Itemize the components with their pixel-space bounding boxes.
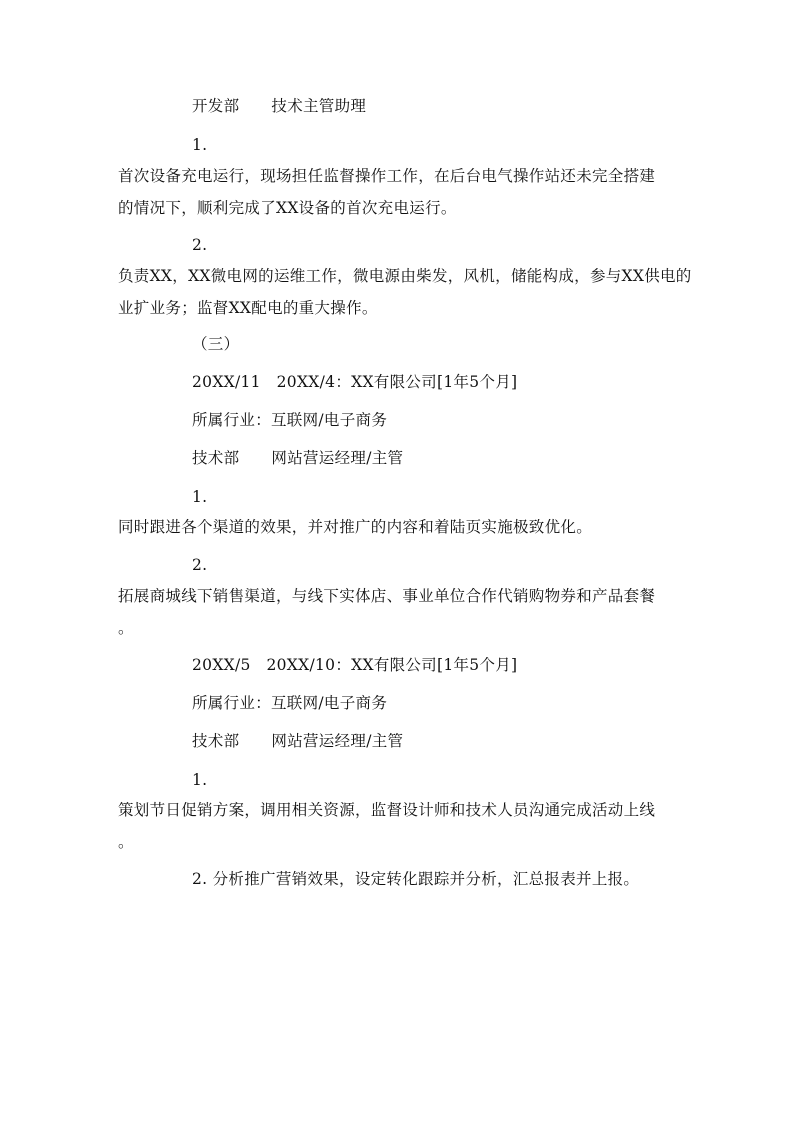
paragraph-line: 首次设备充电运行，现场担任监督操作工作，在后台电气操作站还未完全搭建	[118, 167, 656, 185]
dept-role-line	[192, 731, 403, 751]
list-number: 1.	[192, 488, 208, 506]
employment-period: 20XX/11 20XX/4：XX有限公司[1年5个月]	[192, 373, 518, 391]
list-number: 1.	[192, 771, 208, 789]
paragraph-line: 同时跟进各个渠道的效果，并对推广的内容和着陆页实施极致优化。	[118, 518, 593, 536]
employment-period: 20XX/5 20XX/10：XX有限公司[1年5个月]	[192, 656, 518, 674]
paragraph-line: 拓展商城线下销售渠道，与线下实体店、事业单位合作代销购物券和产品套餐	[118, 587, 656, 605]
department: 技术部	[192, 732, 240, 750]
paragraph-line: 。	[118, 619, 134, 637]
section-heading: （三）	[192, 335, 240, 353]
dept-role-line	[192, 96, 366, 116]
department: 技术部	[192, 449, 240, 467]
job-role: 网站营运经理/主管	[271, 449, 404, 467]
industry-line: 所属行业：互联网/电子商务	[192, 411, 388, 429]
job-role: 网站营运经理/主管	[271, 732, 404, 750]
paragraph-line: 。	[118, 833, 134, 851]
list-number: 2.	[192, 556, 208, 574]
paragraph-line: 的情况下，顺利完成了XX设备的首次充电运行。	[118, 199, 457, 217]
dept-role-line	[192, 448, 403, 468]
industry-line: 所属行业：互联网/电子商务	[192, 694, 388, 712]
list-number: 2.	[192, 236, 208, 254]
paragraph-line: 负责XX，XX微电网的运维工作，微电源由柴发，风机，储能构成，参与XX供电的	[118, 267, 692, 285]
list-number: 1.	[192, 136, 208, 154]
paragraph-line: 策划节日促销方案，调用相关资源，监督设计师和技术人员沟通完成活动上线	[118, 801, 656, 819]
department: 开发部	[192, 97, 240, 115]
job-role: 技术主管助理	[271, 97, 367, 115]
list-item: 2. 分析推广营销效果，设定转化跟踪并分析，汇总报表并上报。	[192, 870, 640, 888]
paragraph-line: 业扩业务；监督XX配电的重大操作。	[118, 299, 378, 317]
